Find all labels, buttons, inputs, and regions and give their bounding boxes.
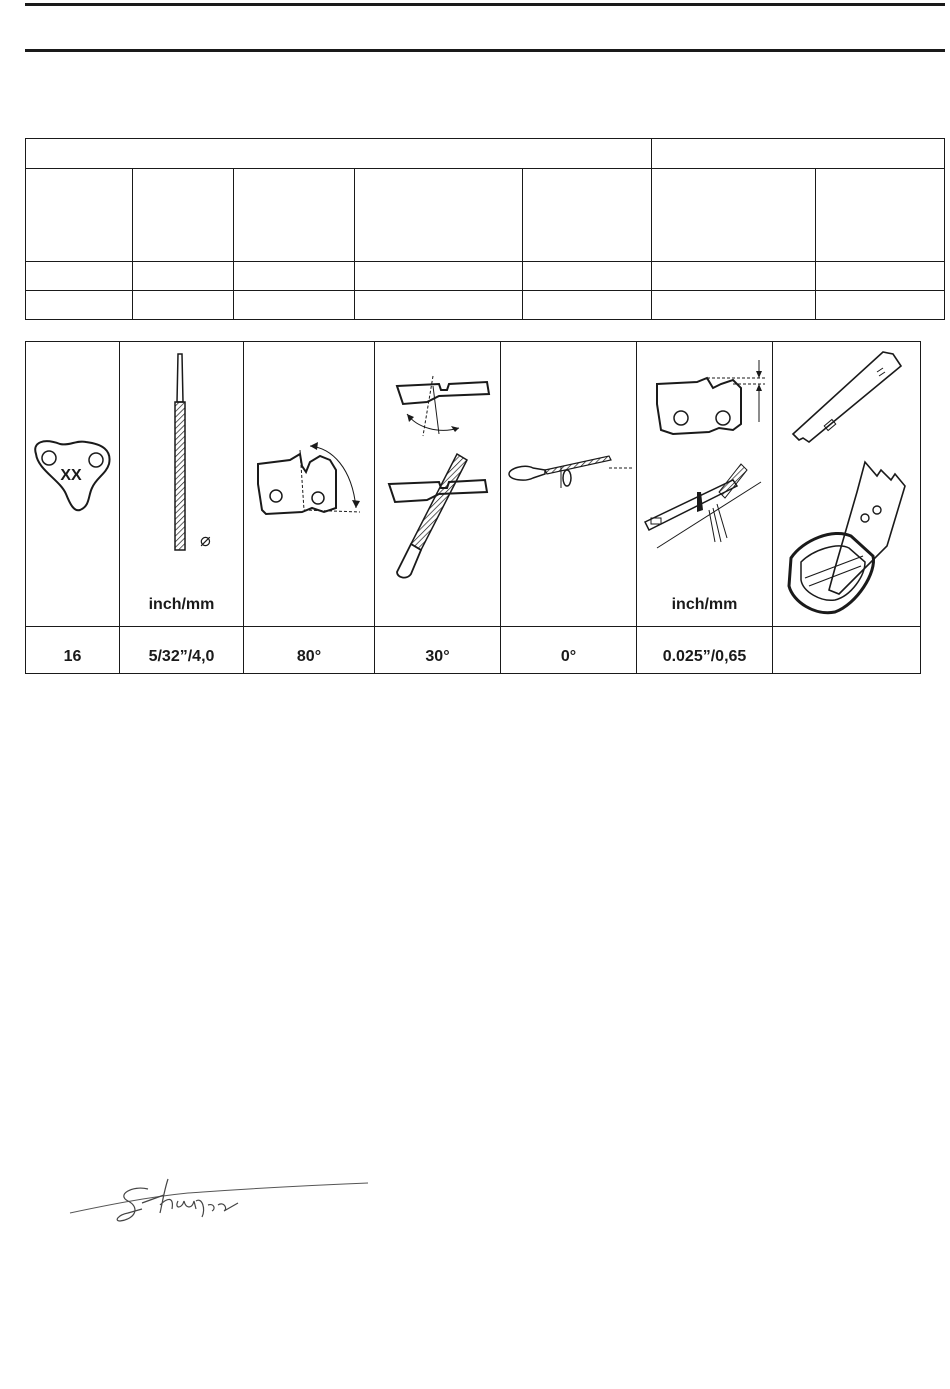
table-cell xyxy=(816,262,945,291)
diameter-symbol: ⌀ xyxy=(200,530,211,551)
chart-column-top-plate-angle xyxy=(243,342,374,673)
table-subheader-row xyxy=(26,169,945,262)
file-diameter-value: 5/32”/4,0 xyxy=(148,648,215,665)
column-divider xyxy=(773,626,921,627)
table-cell xyxy=(816,291,945,320)
file-holder-tilt-icon xyxy=(501,342,637,626)
cutter-filing-angle-icon xyxy=(375,342,501,626)
chart-column-filing-angle xyxy=(374,342,500,673)
chart-column-tools xyxy=(772,342,921,673)
chart-column-file-diameter xyxy=(119,342,243,673)
column-divider xyxy=(637,626,772,627)
chart-column-file-tilt xyxy=(500,342,636,673)
table-cell xyxy=(133,169,234,262)
chart-column-depth-gauge xyxy=(636,342,772,673)
top-rule xyxy=(25,3,945,6)
table-header-group-left xyxy=(26,139,652,169)
header-rule xyxy=(25,49,945,52)
drive-link-code: XX xyxy=(60,467,82,484)
filing-angle-value: 30° xyxy=(425,648,450,665)
column-divider xyxy=(26,626,119,627)
column-divider xyxy=(120,626,243,627)
table-cell xyxy=(523,291,652,320)
table-cell xyxy=(133,262,234,291)
depth-gauge-setting-icon xyxy=(637,342,773,626)
table-cell xyxy=(26,169,133,262)
column-divider xyxy=(375,626,500,627)
file-gauge-and-file-holder-icon xyxy=(773,342,922,626)
table-header-row xyxy=(26,139,945,169)
top-plate-angle-value: 80° xyxy=(296,648,322,665)
table-cell xyxy=(234,262,355,291)
column-divider xyxy=(501,626,636,627)
table-row xyxy=(26,262,945,291)
table-cell xyxy=(355,291,523,320)
table-cell xyxy=(26,291,133,320)
table-cell xyxy=(816,169,945,262)
table-cell xyxy=(523,262,652,291)
chain-type-value: 16 xyxy=(63,648,82,665)
table-cell xyxy=(652,169,816,262)
file-tilt-value: 0° xyxy=(560,648,577,665)
table-cell xyxy=(133,291,234,320)
sharpening-chart xyxy=(25,341,921,674)
table-cell xyxy=(652,262,816,291)
chart-column-chain-type xyxy=(26,342,119,673)
table-cell xyxy=(523,169,652,262)
handwritten-signature xyxy=(68,1175,378,1225)
table-row xyxy=(26,291,945,320)
table-cell xyxy=(26,262,133,291)
table-cell xyxy=(652,291,816,320)
depth-gauge-value: 0.025”/0,65 xyxy=(662,648,747,665)
specification-table xyxy=(25,138,945,320)
table-cell xyxy=(234,169,355,262)
table-cell xyxy=(234,291,355,320)
table-cell xyxy=(355,262,523,291)
depth-gauge-unit: inch/mm xyxy=(671,596,738,613)
file-diameter-unit: inch/mm xyxy=(148,596,215,613)
round-file-icon xyxy=(120,342,244,626)
table-header-group-right xyxy=(652,139,945,169)
drive-link-xx-icon xyxy=(26,342,119,626)
column-divider xyxy=(244,626,374,627)
table-cell xyxy=(355,169,523,262)
cutter-top-plate-angle-icon xyxy=(244,342,375,626)
